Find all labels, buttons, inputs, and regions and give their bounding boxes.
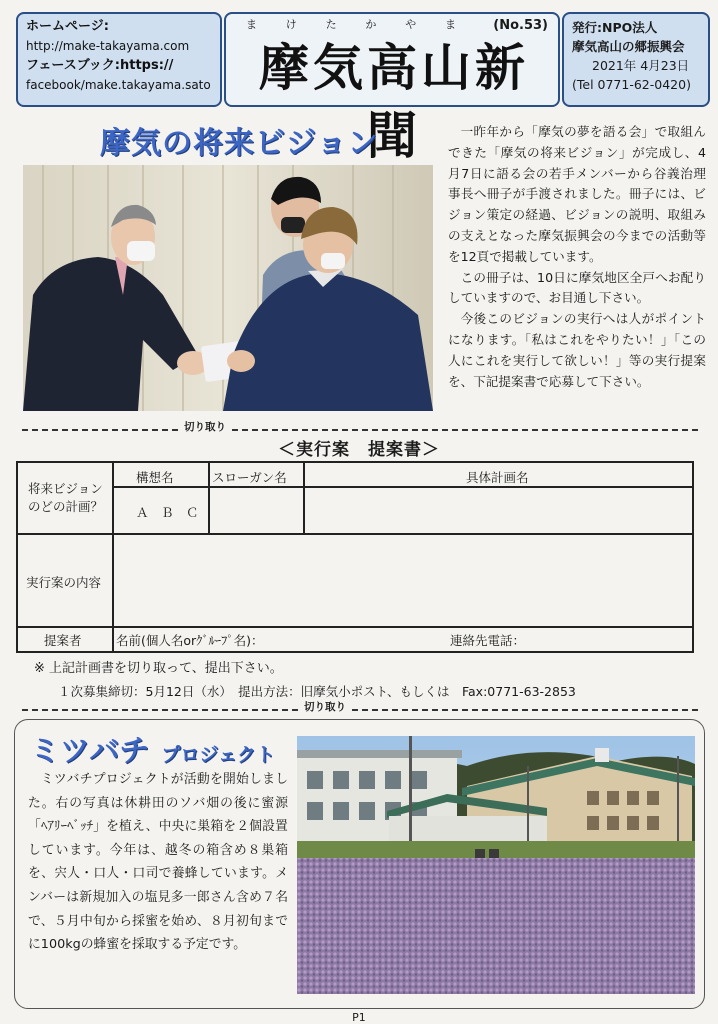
cut-line-bottom[interactable] bbox=[22, 709, 698, 711]
article1-title: 摩気の将来ビジョン bbox=[100, 126, 379, 161]
paper-title: 摩気高山新聞 bbox=[259, 38, 529, 165]
col-slogan: スローガン名 bbox=[212, 470, 287, 485]
article1-paragraph: この冊子は、10日に摩気地区全戸へお配りしていますので、お目通し下さい。 bbox=[448, 269, 706, 306]
hairy-vetch-field-photo bbox=[297, 736, 695, 994]
proposer-phone-field[interactable]: 連絡先電話： bbox=[450, 633, 526, 648]
ruby-char: か bbox=[365, 18, 377, 31]
publisher-box bbox=[562, 12, 710, 107]
publisher-tel: (Tel 0771-62-0420) bbox=[572, 77, 691, 92]
facebook-url[interactable]: facebook/make.takayama.sato bbox=[26, 78, 211, 92]
col-concept: 構想名 bbox=[136, 470, 174, 485]
article1-paragraph: 一昨年から「摩気の夢を語る会」で取組んできた「摩気の将来ビジョン」が完成し、4月7日に語る会の若手メンバーから谷義治理事長へ冊子が手渡されました。冊子には、ビジョン策定の経過、ビジョンの説明、取組みの支えとなった摩気振興会の今までの活動等を12頁で掲載しています。 bbox=[448, 124, 706, 264]
form-note: ※ 上記計画書を切り取って、提出下さい。 bbox=[34, 661, 283, 676]
page-number: P1 bbox=[352, 1011, 366, 1024]
article2-title-main: ミツバチ bbox=[30, 734, 150, 769]
header-contact-box bbox=[16, 12, 222, 107]
photo-illustration bbox=[297, 736, 695, 994]
article2-title-sub: プロジェクト bbox=[161, 744, 276, 766]
article1-body bbox=[448, 122, 706, 392]
row3-label: 提案者 bbox=[44, 633, 82, 648]
ruby-char: ま bbox=[246, 18, 257, 31]
issue-date: 2021年 4月23日 bbox=[592, 58, 690, 73]
slogan-input-cell[interactable] bbox=[210, 488, 302, 532]
cut-line-top[interactable] bbox=[22, 429, 698, 431]
ruby-char: た bbox=[325, 18, 337, 31]
homepage-label: ホームページ: bbox=[26, 19, 109, 34]
ruby-char: や bbox=[405, 18, 417, 31]
cut-label-bottom: 切り取り bbox=[300, 699, 350, 714]
ruby-char: ま bbox=[444, 18, 456, 31]
proposal-form-title: ＜実行案 提案書＞ bbox=[278, 440, 440, 460]
vision-handover-photo bbox=[23, 165, 433, 411]
photo-illustration bbox=[23, 165, 433, 411]
ruby-char: け bbox=[285, 18, 297, 31]
form-deadline: １次募集締切：5月12日（水） 提出方法：旧摩気小ポスト、もしくは Fax:0771-63-2853 bbox=[58, 684, 576, 699]
issue-number: (No.53) bbox=[493, 18, 548, 33]
proposal-form bbox=[16, 461, 694, 653]
proposer-name-field[interactable]: 名前(個人名orｸﾞﾙｰﾌﾟ名)： bbox=[116, 633, 264, 648]
row2-label: 実行案の内容 bbox=[26, 575, 102, 590]
facebook-label: フェースブック:https:// bbox=[26, 58, 174, 73]
row1-label-b: のどの計画？ bbox=[28, 499, 104, 514]
article2-body bbox=[28, 768, 288, 957]
publisher-label: 発行:NPO法人 bbox=[572, 20, 658, 35]
publisher-name: 摩気高山の郷振興会 bbox=[572, 39, 685, 54]
article2-title bbox=[30, 726, 275, 770]
row1-label-a: 将来ビジョン bbox=[28, 481, 103, 496]
plan-input-cell[interactable] bbox=[305, 488, 691, 532]
proposal-content-cell[interactable] bbox=[114, 535, 692, 625]
homepage-url[interactable]: http://make-takayama.com bbox=[26, 39, 190, 53]
cut-label-top: 切り取り bbox=[180, 419, 230, 434]
col-plan: 具体計画名 bbox=[466, 470, 529, 485]
article2-paragraph: ミツバチプロジェクトが活動を開始しました。右の写真は休耕田のソバ畑の後に蜜源「ﾍｱﾘｰﾍﾞｯﾁ」を植え、中央に巣箱を２個設置しています。今年は、越冬の箱含め８巣箱を、宍人・口人・口司で養蜂しています。メンバーは新規加入の塩見多一郎さん含め７名で、５月中旬から採蜜を始め、８月初旬までに100kgの蜂蜜を採取する予定です。 bbox=[28, 772, 288, 953]
concept-options[interactable]: Ａ Ｂ Ｃ bbox=[136, 505, 199, 520]
article1-paragraph: 今後このビジョンの実行へは人がポイントになります。「私はこれをやりたい！」「この人にこれを実行して欲しい！」等の実行提案を、下記提案書で応募して下さい。 bbox=[448, 311, 706, 389]
